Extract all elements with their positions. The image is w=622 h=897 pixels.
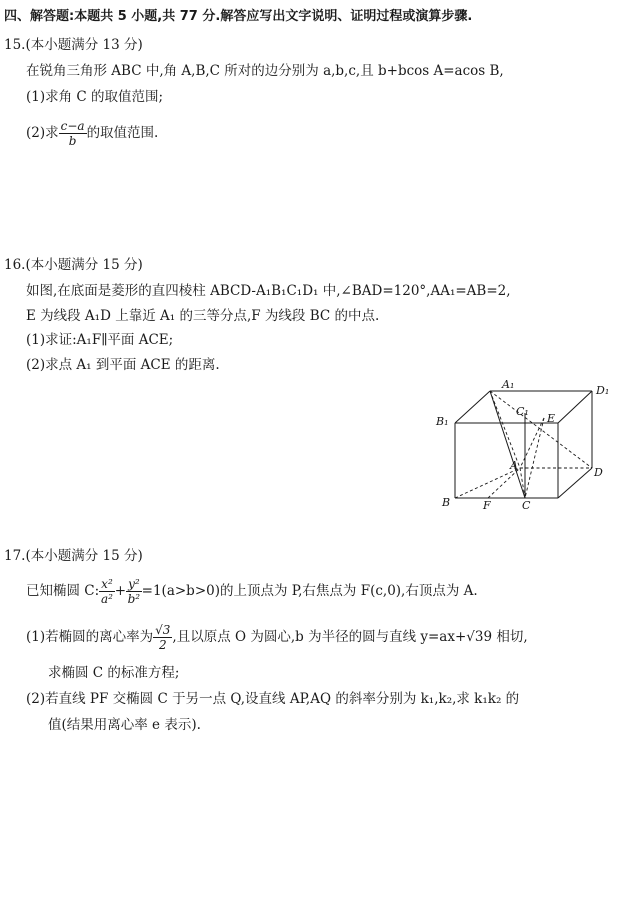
- q17-ecc-fraction: [153, 623, 172, 652]
- segment-AC-hidden: [520, 468, 525, 498]
- edge-CD: [558, 468, 592, 498]
- segment-EC-hidden: [525, 418, 544, 498]
- q17-frac-y-den: b²: [127, 592, 141, 606]
- label-B: B: [442, 496, 451, 509]
- q16-number: 16.: [4, 257, 26, 273]
- label-B1: B₁: [436, 415, 449, 428]
- q15-frac-num: c−a: [60, 119, 85, 133]
- prism-diagram: [430, 378, 620, 513]
- q17-header: [4, 547, 143, 565]
- label-D1: D₁: [596, 384, 610, 397]
- q17-frac-x-den: a²: [100, 592, 113, 606]
- q15-part2-prefix: (2)求: [26, 125, 59, 141]
- q15-fraction: [59, 119, 87, 148]
- q17-part1-suffix: ,且以原点 O 为圆心,b 为半径的圆与直线 y=ax+√39 相切,: [172, 629, 528, 645]
- q16-part2: (2)求点 A₁ 到平面 ACE 的距离.: [26, 357, 220, 373]
- q16-header: [4, 256, 143, 274]
- q17-ecc-den: 2: [158, 638, 167, 652]
- label-A: A: [510, 459, 518, 472]
- segment-EA-hidden: [520, 418, 544, 468]
- label-C1: C₁: [516, 405, 529, 418]
- q17-part2-line1: (2)若直线 PF 交椭圆 C 于另一点 Q,设直线 AP,AQ 的斜率分别为 k₁,k₂,求 k₁k₂ 的: [26, 691, 520, 707]
- edge-AB-hidden: [455, 468, 520, 498]
- q17-plus: +: [114, 583, 127, 599]
- q17-number: 17.: [4, 548, 26, 564]
- q15-part1: (1)求角 C 的取值范围;: [26, 89, 164, 105]
- q16-stem-line2: E 为线段 A₁D 上靠近 A₁ 的三等分点,F 为线段 BC 的中点.: [26, 308, 380, 324]
- q15-stem: 在锐角三角形 ABC 中,角 A,B,C 所对的边分别为 a,b,c,且 b+bcos A=acos B,: [26, 63, 504, 79]
- q16-score: (本小题满分 15 分): [25, 257, 143, 273]
- label-A1: A₁: [502, 378, 515, 391]
- prism-figure: [430, 378, 620, 513]
- label-C: C: [522, 499, 531, 512]
- edge-C1D1: [558, 391, 592, 423]
- q16-stem-line1: 如图,在底面是菱形的直四棱柱 ABCD-A₁B₁C₁D₁ 中,∠BAD=120°,AA₁=AB=2,: [26, 283, 511, 299]
- q16-part1: (1)求证:A₁F∥平面 ACE;: [26, 332, 174, 348]
- q17-part1-prefix: (1)若椭圆的离心率为: [26, 629, 154, 645]
- segment-FA-hidden: [488, 468, 520, 498]
- q17-ecc-num: √3: [155, 623, 171, 637]
- q17-part1-line2: 求椭圆 C 的标准方程;: [48, 665, 180, 681]
- q15-number: 15.: [4, 37, 26, 53]
- section-header: 四、解答题:本题共 5 小题,共 77 分.解答应写出文字说明、证明过程或演算步骤.: [4, 9, 473, 24]
- q17-score: (本小题满分 15 分): [25, 548, 143, 564]
- q17-part1: [26, 620, 528, 654]
- q17-part2-line2: 值(结果用离心率 e 表示).: [48, 717, 201, 733]
- q17-frac-y-num: y²: [128, 577, 140, 591]
- q15-part2-suffix: 的取值范围.: [86, 125, 159, 141]
- q15-score: (本小题满分 13 分): [25, 37, 143, 53]
- label-E: E: [547, 412, 556, 425]
- q17-stem: [26, 574, 478, 608]
- q17-stem-prefix: 已知椭圆 C:: [26, 583, 100, 599]
- edge-B1A1: [455, 391, 490, 423]
- q17-frac-y: [126, 577, 142, 606]
- q17-frac-x-num: x²: [101, 577, 113, 591]
- label-F: F: [483, 499, 491, 512]
- q15-frac-den: b: [68, 134, 77, 148]
- q15-part2: [26, 116, 158, 150]
- q15-header: [4, 36, 143, 54]
- q17-stem-suffix: =1(a>b>0)的上顶点为 P,右焦点为 F(c,0),右顶点为 A.: [141, 583, 478, 599]
- q17-frac-x: [99, 577, 115, 606]
- label-D: D: [594, 466, 603, 479]
